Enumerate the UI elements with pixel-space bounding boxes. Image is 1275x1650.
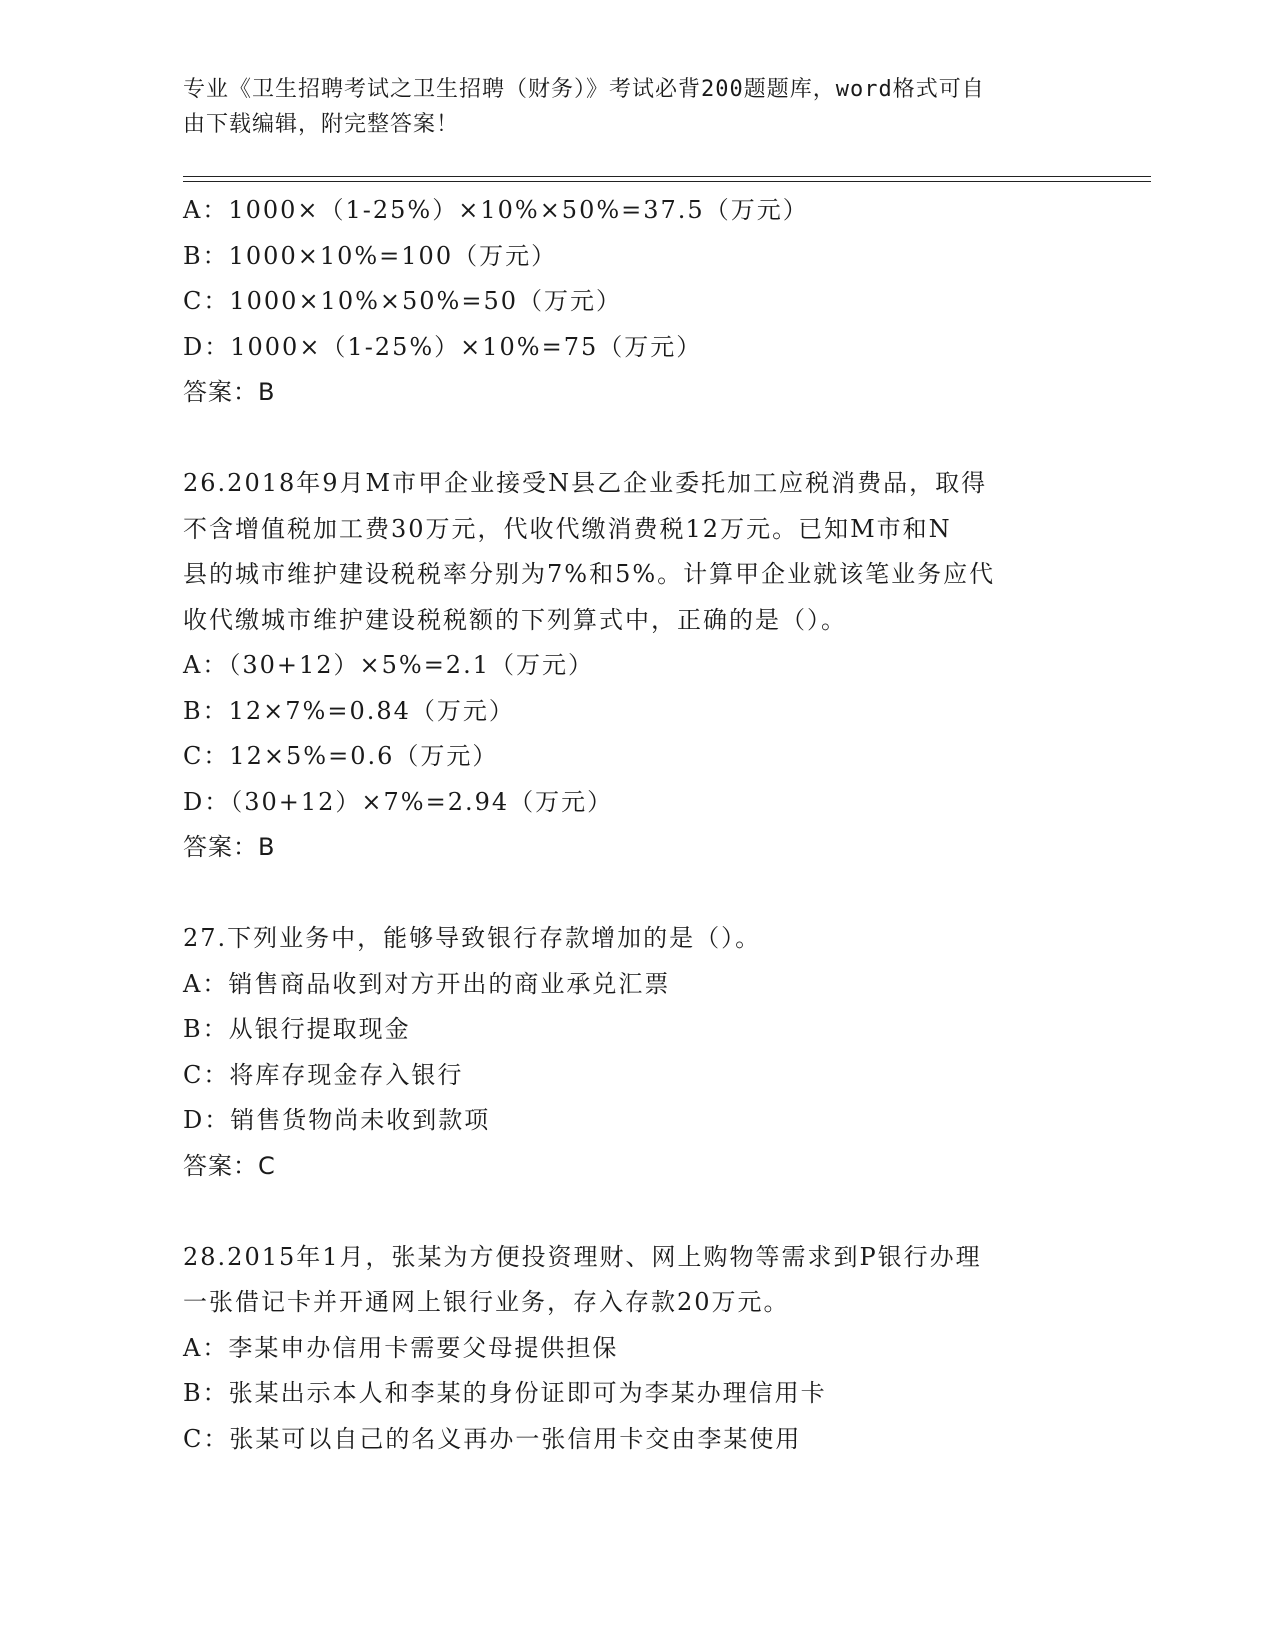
question-stem-line: 县的城市维护建设税税率分别为7%和5%。计算甲企业就该笔业务应代	[183, 560, 996, 588]
header-divider-top	[183, 176, 1151, 177]
option-a: A：销售商品收到对方开出的商业承兑汇票	[183, 969, 671, 998]
document-header	[183, 72, 1063, 142]
question-stem-line: 不含增值税加工费30万元，代收代缴消费税12万元。已知M市和N	[183, 514, 952, 543]
option-d: D：销售货物尚未收到款项	[183, 1106, 491, 1134]
question-stem-line: 28.2015年1月，张某为方便投资理财、网上购物等需求到P银行办理	[183, 1242, 982, 1271]
option-c: C：1000×10%×50%=50（万元）	[183, 287, 622, 315]
option-b: B：从银行提取现金	[183, 1015, 411, 1043]
answer-line: 答案：B	[183, 378, 276, 406]
option-d: D：（30+12）×7%=2.94（万元）	[183, 787, 614, 816]
answer-line: 答案：B	[183, 833, 276, 861]
option-a: A：李某申办信用卡需要父母提供担保	[183, 1333, 619, 1362]
answer-line: 答案：C	[183, 1151, 276, 1180]
question-stem-line: 27.下列业务中，能够导致银行存款增加的是（）。	[183, 924, 762, 952]
header-divider-bottom	[183, 181, 1151, 182]
option-b: B：12×7%=0.84（万元）	[183, 696, 515, 725]
question-28	[183, 1235, 1143, 1463]
question-list	[183, 188, 1143, 1462]
header-line-2: 由下载编辑，附完整答案！	[183, 112, 460, 137]
option-d: D：1000×（1-25%）×10%=75（万元）	[183, 332, 703, 361]
option-c: C：将库存现金存入银行	[183, 1060, 464, 1089]
option-c: C：12×5%=0.6（万元）	[183, 742, 499, 770]
question-stem-line: 一张借记卡并开通网上银行业务，存入存款20万元。	[183, 1288, 790, 1316]
question-27	[183, 916, 1143, 1189]
question-stem-line: 收代缴城市维护建设税税额的下列算式中，正确的是（）。	[183, 605, 847, 634]
option-a: A：（30+12）×5%=2.1（万元）	[183, 651, 594, 679]
header-line-1: 专业《卫生招聘考试之卫生招聘（财务）》考试必背200题题库，word格式可自	[183, 77, 985, 102]
option-c: C：张某可以自己的名义再办一张信用卡交由李某使用	[183, 1424, 802, 1453]
option-a: A：1000×（1-25%）×10%×50%=37.5（万元）	[183, 196, 809, 224]
option-b: B：张某出示本人和李某的身份证即可为李某办理信用卡	[183, 1379, 827, 1407]
question-25	[183, 188, 1143, 416]
question-stem-line: 26.2018年9月M市甲企业接受N县乙企业委托加工应税消费品，取得	[183, 469, 988, 497]
question-26	[183, 461, 1143, 871]
option-b: B：1000×10%=100（万元）	[183, 241, 558, 270]
